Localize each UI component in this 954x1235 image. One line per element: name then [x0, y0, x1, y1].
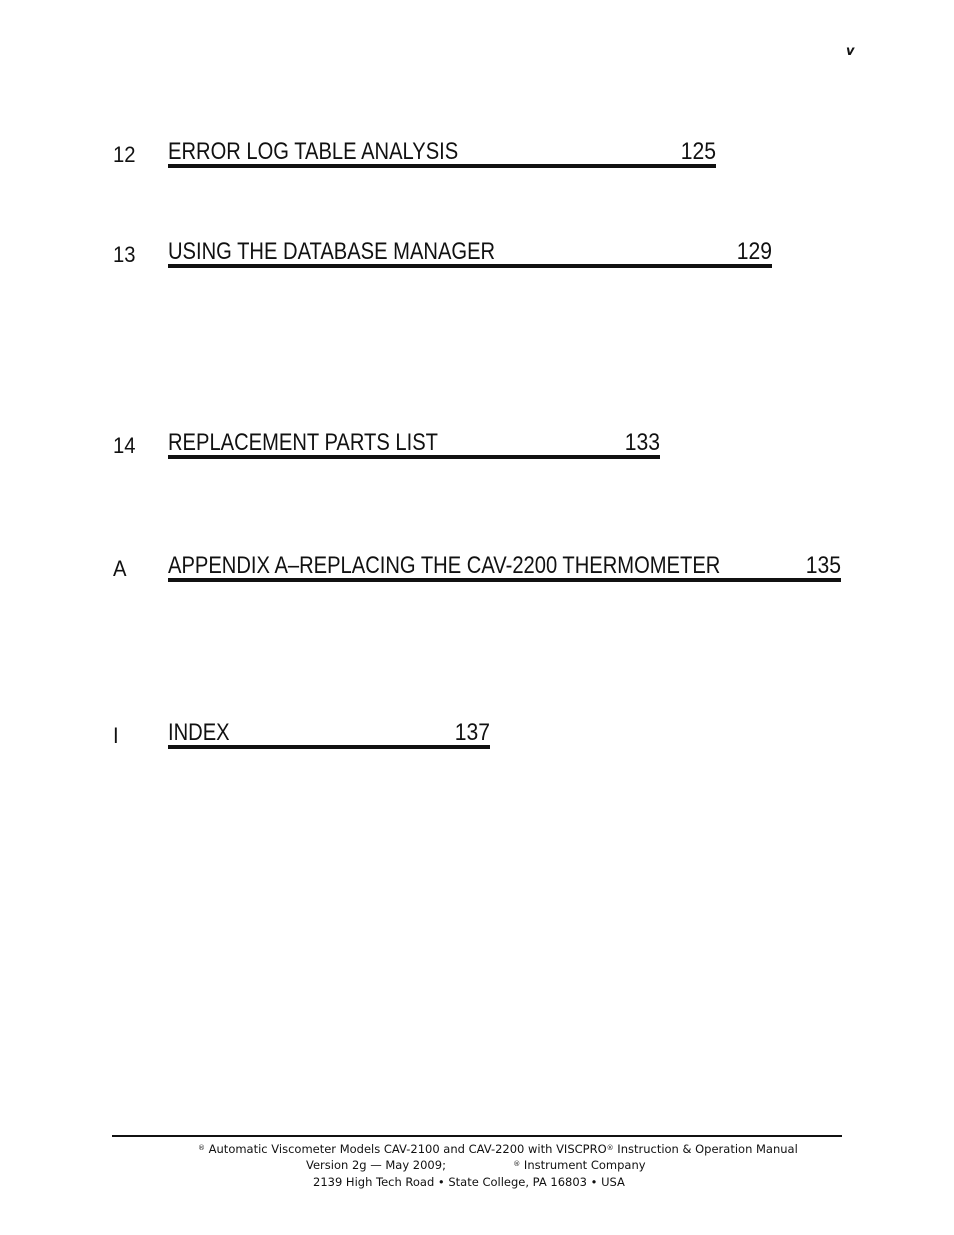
footer-line-1-suffix: Instruction & Operation Manual [617, 1142, 798, 1156]
toc-title: APPENDIX A–REPLACING THE CAV-2200 THERMOMETER [168, 552, 721, 579]
toc-number: I [113, 723, 119, 748]
toc-number: A [113, 556, 127, 581]
toc-page-number: 133 [624, 429, 660, 456]
toc-page-number: 129 [736, 238, 772, 265]
footer-line-2-suffix: Instrument Company [523, 1158, 646, 1172]
toc-title-bar [168, 238, 772, 268]
toc-page-number: 137 [454, 719, 490, 746]
footer-line-3: 2139 High Tech Road • State College, PA 16803 • USA [313, 1175, 625, 1189]
registered-mark: ® [198, 1144, 205, 1152]
toc-title: REPLACEMENT PARTS LIST [168, 429, 438, 456]
toc-title: USING THE DATABASE MANAGER [168, 238, 496, 265]
toc-title-bar [168, 719, 490, 749]
registered-mark: ® [513, 1160, 521, 1168]
registered-mark: ® [606, 1144, 614, 1152]
toc-page-number: 125 [680, 138, 716, 165]
toc-title: ERROR LOG TABLE ANALYSIS [168, 138, 459, 165]
footer-line-2 [306, 1157, 646, 1174]
toc-title-bar [168, 552, 841, 582]
toc-number: 13 [113, 242, 136, 267]
footer-line-1 [198, 1141, 798, 1158]
toc-number: 12 [113, 142, 136, 167]
toc-number: 14 [113, 433, 136, 458]
toc-title-bar [168, 429, 660, 459]
footer-line-1-text: Automatic Viscometer Models CAV-2100 and CAV-2200 with VISCPRO [208, 1142, 607, 1156]
footer-rule [112, 1135, 842, 1137]
toc-page-number: 135 [805, 552, 841, 579]
toc-title: INDEX [168, 719, 230, 746]
footer-line-2-prefix: Version 2g — May 2009; [306, 1158, 446, 1172]
toc-title-bar [168, 138, 716, 168]
page-number: v [846, 44, 855, 59]
